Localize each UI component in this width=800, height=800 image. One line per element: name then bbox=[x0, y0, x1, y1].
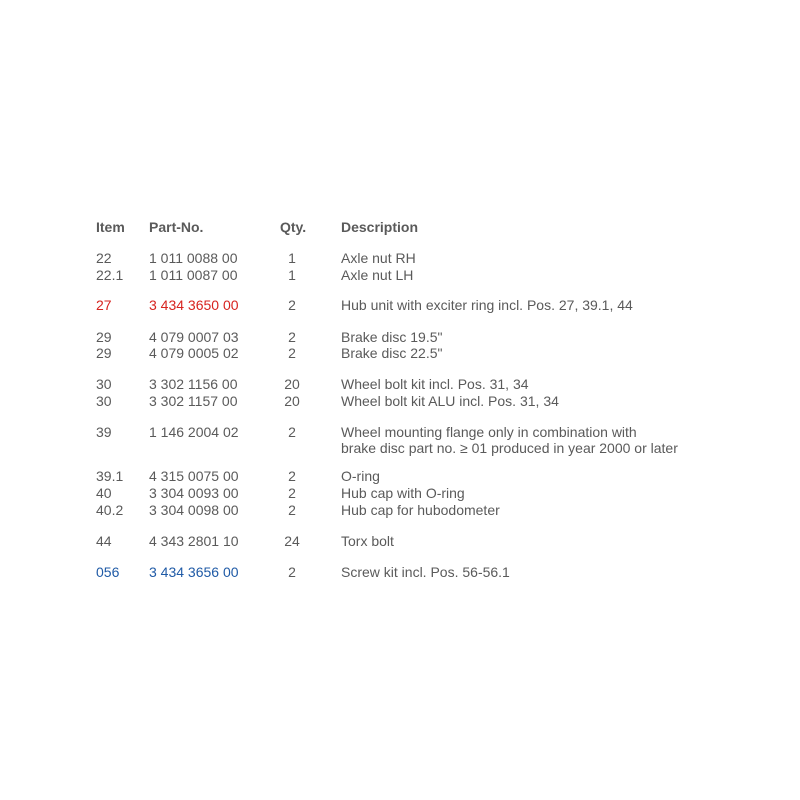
quantity: 2 bbox=[288, 345, 296, 361]
part-number: 1 146 2004 02 bbox=[149, 424, 239, 440]
item-number: 29 bbox=[96, 329, 112, 345]
table-row bbox=[0, 297, 800, 313]
part-number: 1 011 0088 00 bbox=[149, 250, 238, 266]
quantity: 2 bbox=[288, 424, 296, 440]
description: Torx bolt bbox=[341, 533, 394, 549]
item-number: 40 bbox=[96, 485, 112, 501]
item-number: 29 bbox=[96, 345, 112, 361]
description: Wheel bolt kit incl. Pos. 31, 34 bbox=[341, 376, 529, 392]
part-number: 3 434 3656 00 bbox=[149, 564, 239, 580]
description-line-2: brake disc part no. ≥ 01 produced in year 2000 or later bbox=[341, 440, 678, 456]
table-row bbox=[0, 502, 800, 518]
table-row bbox=[0, 533, 800, 549]
part-number: 4 079 0005 02 bbox=[149, 345, 239, 361]
description: Hub unit with exciter ring incl. Pos. 27, 39.1, 44 bbox=[341, 297, 633, 313]
description: O-ring bbox=[341, 468, 380, 484]
table-row bbox=[0, 250, 800, 266]
item-number: 27 bbox=[96, 297, 112, 313]
item-number: 39 bbox=[96, 424, 112, 440]
description: Brake disc 22.5" bbox=[341, 345, 443, 361]
quantity: 1 bbox=[288, 267, 296, 283]
description: Wheel bolt kit ALU incl. Pos. 31, 34 bbox=[341, 393, 559, 409]
description: Hub cap with O-ring bbox=[341, 485, 465, 501]
description: Axle nut LH bbox=[341, 267, 414, 283]
table-header bbox=[0, 219, 800, 237]
table-row bbox=[0, 376, 800, 392]
header-item: Item bbox=[96, 219, 125, 235]
quantity: 2 bbox=[288, 502, 296, 518]
part-number: 3 302 1156 00 bbox=[149, 376, 238, 392]
item-number: 30 bbox=[96, 376, 112, 392]
item-number: 40.2 bbox=[96, 502, 124, 518]
table-row bbox=[0, 393, 800, 409]
table-row bbox=[0, 564, 800, 580]
table-row bbox=[0, 267, 800, 283]
part-number: 3 434 3650 00 bbox=[149, 297, 239, 313]
header-part-no: Part-No. bbox=[149, 219, 204, 235]
table-row bbox=[0, 468, 800, 484]
part-number: 4 315 0075 00 bbox=[149, 468, 239, 484]
quantity: 20 bbox=[284, 376, 300, 392]
part-number: 3 304 0093 00 bbox=[149, 485, 239, 501]
quantity: 2 bbox=[288, 297, 296, 313]
part-number: 4 079 0007 03 bbox=[149, 329, 239, 345]
description: Axle nut RH bbox=[341, 250, 416, 266]
part-number: 3 304 0098 00 bbox=[149, 502, 239, 518]
part-number: 4 343 2801 10 bbox=[149, 533, 239, 549]
description: Hub cap for hubodometer bbox=[341, 502, 500, 518]
table-row bbox=[0, 345, 800, 361]
quantity: 2 bbox=[288, 329, 296, 345]
part-number: 1 011 0087 00 bbox=[149, 267, 238, 283]
quantity: 24 bbox=[284, 533, 300, 549]
quantity: 2 bbox=[288, 468, 296, 484]
header-description: Description bbox=[341, 219, 419, 235]
part-number: 3 302 1157 00 bbox=[149, 393, 238, 409]
table-row bbox=[0, 485, 800, 501]
table-row bbox=[0, 424, 800, 440]
item-number: 22 bbox=[96, 250, 112, 266]
item-number: 056 bbox=[96, 564, 120, 580]
header-qty: Qty. bbox=[280, 219, 307, 235]
quantity: 2 bbox=[288, 564, 296, 580]
quantity: 2 bbox=[288, 485, 296, 501]
quantity: 20 bbox=[284, 393, 300, 409]
description: Wheel mounting flange only in combination with bbox=[341, 424, 637, 440]
description: Brake disc 19.5" bbox=[341, 329, 443, 345]
item-number: 22.1 bbox=[96, 267, 124, 283]
quantity: 1 bbox=[288, 250, 296, 266]
table-row bbox=[0, 329, 800, 345]
description: Screw kit incl. Pos. 56-56.1 bbox=[341, 564, 510, 580]
table-row-continuation bbox=[0, 440, 800, 456]
item-number: 30 bbox=[96, 393, 112, 409]
item-number: 39.1 bbox=[96, 468, 124, 484]
item-number: 44 bbox=[96, 533, 112, 549]
